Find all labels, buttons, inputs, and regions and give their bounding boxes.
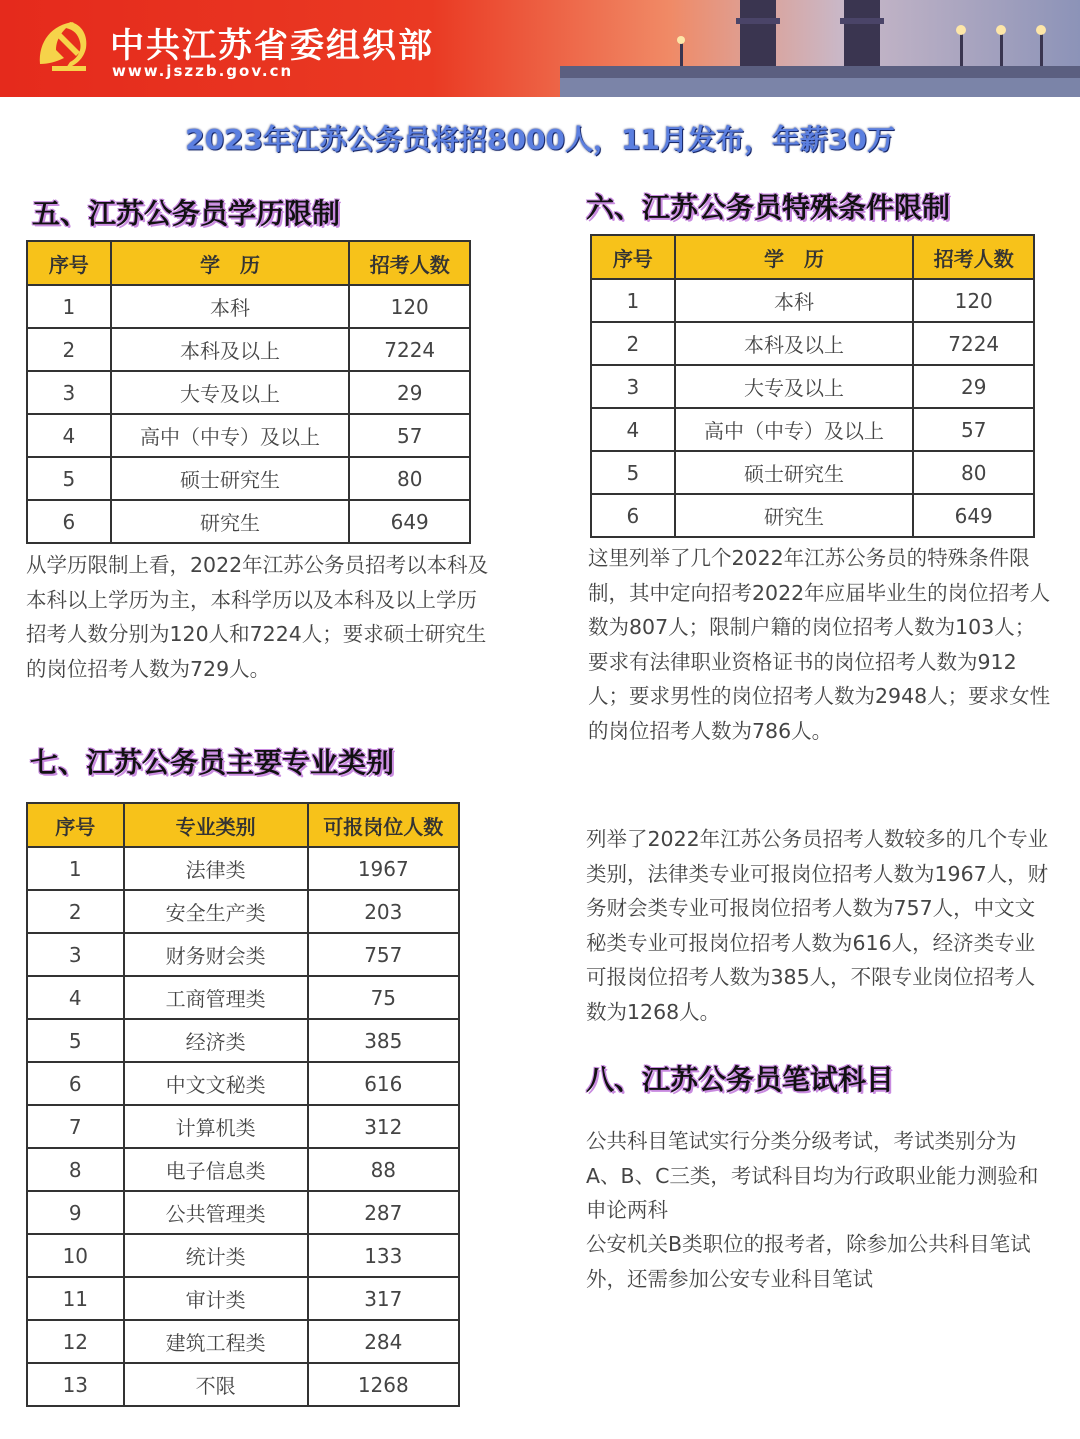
table-row [27, 847, 459, 890]
table-cell: 7224 [349, 328, 470, 371]
table-cell: 硕士研究生 [675, 451, 914, 494]
table-row [27, 500, 470, 543]
special-conditions-table [590, 234, 1035, 538]
section6-paragraph: 这里列举了几个2022年江苏公务员的特殊条件限制，其中定向招考2022年应届毕业生的岗位招考人数为807人；限制户籍的岗位招考人数为103人；要求有法律职业资格证书的岗位招考人数为912人；要求男性的岗位招考人数为2948人；要求女性的岗位招考人数为786人。 [588, 546, 1051, 743]
table-cell: 计算机类 [124, 1105, 308, 1148]
table-cell: 不限 [124, 1363, 308, 1406]
table-cell: 2 [27, 328, 111, 371]
table-cell: 7 [27, 1105, 124, 1148]
table-cell: 385 [308, 1019, 459, 1062]
table-row [27, 285, 470, 328]
table-cell: 88 [308, 1148, 459, 1191]
table-header: 学 历 [111, 241, 350, 285]
table-cell: 1 [591, 279, 675, 322]
table-cell: 3 [591, 365, 675, 408]
section7-title: 七、江苏公务员主要专业类别 [30, 746, 395, 779]
table-cell: 6 [27, 1062, 124, 1105]
table-row [27, 371, 470, 414]
table-cell: 电子信息类 [124, 1148, 308, 1191]
party-emblem-icon [30, 12, 96, 78]
education-table [26, 240, 471, 544]
table-cell: 4 [27, 414, 111, 457]
table-cell: 75 [308, 976, 459, 1019]
table-cell: 大专及以上 [111, 371, 350, 414]
table-cell: 8 [27, 1148, 124, 1191]
table-row [27, 1062, 459, 1105]
table-cell: 大专及以上 [675, 365, 914, 408]
table-cell: 高中（中专）及以上 [111, 414, 350, 457]
table-cell: 法律类 [124, 847, 308, 890]
table-header: 招考人数 [349, 241, 470, 285]
section8-paragraph-2: 公安机关B类职位的报考者，除参加公共科目笔试外，还需参加公安专业科目笔试 [586, 1232, 1031, 1291]
table-row [27, 1019, 459, 1062]
table-row [27, 1105, 459, 1148]
table-cell: 研究生 [675, 494, 914, 537]
table-cell: 本科 [675, 279, 914, 322]
table-cell: 安全生产类 [124, 890, 308, 933]
page-headline: 2023年江苏公务员将招8000人，11月发布，年薪30万 [185, 123, 895, 156]
table-header: 序号 [27, 241, 111, 285]
table-cell: 284 [308, 1320, 459, 1363]
table-cell: 本科及以上 [111, 328, 350, 371]
table-cell: 312 [308, 1105, 459, 1148]
table-cell: 4 [27, 976, 124, 1019]
table-cell: 5 [27, 1019, 124, 1062]
table-cell: 6 [27, 500, 111, 543]
table-cell: 经济类 [124, 1019, 308, 1062]
table-cell: 3 [27, 933, 124, 976]
table-header: 专业类别 [124, 803, 308, 847]
website-url[interactable]: www.jszzb.gov.cn [112, 62, 294, 80]
table-cell: 硕士研究生 [111, 457, 350, 500]
table-row [27, 1277, 459, 1320]
table-cell: 1 [27, 847, 124, 890]
table-cell: 本科及以上 [675, 322, 914, 365]
table-cell: 287 [308, 1191, 459, 1234]
table-cell: 本科 [111, 285, 350, 328]
table-cell: 11 [27, 1277, 124, 1320]
table-row [27, 1363, 459, 1406]
table-header: 可报岗位人数 [308, 803, 459, 847]
section5-paragraph: 从学历限制上看，2022年江苏公务员招考以本科及本科以上学历为主，本科学历以及本科及以上学历招考人数分别为120人和7224人；要求硕士研究生的岗位招考人数为729人。 [26, 553, 489, 681]
table-cell: 29 [913, 365, 1034, 408]
table-header: 招考人数 [913, 235, 1034, 279]
table-row [27, 1148, 459, 1191]
table-row [27, 1320, 459, 1363]
table-row [27, 457, 470, 500]
table-cell: 3 [27, 371, 111, 414]
table-cell: 审计类 [124, 1277, 308, 1320]
table-cell: 4 [591, 408, 675, 451]
table-cell: 5 [591, 451, 675, 494]
table-cell: 649 [913, 494, 1034, 537]
table-cell: 57 [913, 408, 1034, 451]
bridge-scene-image [560, 0, 1080, 97]
table-row [591, 365, 1034, 408]
table-cell: 研究生 [111, 500, 350, 543]
table-cell: 80 [913, 451, 1034, 494]
table-cell: 1967 [308, 847, 459, 890]
table-cell: 2 [591, 322, 675, 365]
table-row [591, 451, 1034, 494]
table-cell: 中文文秘类 [124, 1062, 308, 1105]
header-banner [0, 0, 1080, 97]
section6-title: 六、江苏公务员特殊条件限制 [586, 191, 951, 224]
table-cell: 757 [308, 933, 459, 976]
table-header: 学 历 [675, 235, 914, 279]
table-cell: 120 [349, 285, 470, 328]
table-row [27, 1234, 459, 1277]
table-row [591, 494, 1034, 537]
table-cell: 7224 [913, 322, 1034, 365]
table-row [27, 328, 470, 371]
table-cell: 1 [27, 285, 111, 328]
table-cell: 9 [27, 1191, 124, 1234]
table-row [591, 322, 1034, 365]
table-cell: 317 [308, 1277, 459, 1320]
table-cell: 29 [349, 371, 470, 414]
table-cell: 公共管理类 [124, 1191, 308, 1234]
section7-paragraph: 列举了2022年江苏公务员招考人数较多的几个专业类别，法律类专业可报岗位招考人数为1967人，财务财会类专业可报岗位招考人数为757人，中文文秘类专业可报岗位招考人数为616人，经济类专业可报岗位招考人数为385人，不限专业岗位招考人数为1268人。 [586, 827, 1049, 1024]
table-cell: 1268 [308, 1363, 459, 1406]
table-cell: 5 [27, 457, 111, 500]
table-cell: 6 [591, 494, 675, 537]
table-cell: 13 [27, 1363, 124, 1406]
table-header: 序号 [591, 235, 675, 279]
table-header: 序号 [27, 803, 124, 847]
table-cell: 财务财会类 [124, 933, 308, 976]
table-cell: 649 [349, 500, 470, 543]
table-cell: 10 [27, 1234, 124, 1277]
table-row [591, 279, 1034, 322]
table-row [27, 933, 459, 976]
table-cell: 57 [349, 414, 470, 457]
table-cell: 工商管理类 [124, 976, 308, 1019]
table-row [27, 414, 470, 457]
table-row [591, 408, 1034, 451]
section5-title: 五、江苏公务员学历限制 [32, 197, 341, 230]
table-cell: 2 [27, 890, 124, 933]
table-cell: 建筑工程类 [124, 1320, 308, 1363]
table-row [27, 1191, 459, 1234]
table-cell: 120 [913, 279, 1034, 322]
section8-title: 八、江苏公务员笔试科目 [586, 1063, 895, 1096]
table-cell: 12 [27, 1320, 124, 1363]
table-cell: 133 [308, 1234, 459, 1277]
section8-paragraph-1: 公共科目笔试实行分类分级考试，考试类别分为A、B、C三类，考试科目均为行政职业能力测验和申论两科 [586, 1129, 1039, 1222]
table-cell: 80 [349, 457, 470, 500]
table-cell: 616 [308, 1062, 459, 1105]
org-name: 中共江苏省委组织部 [110, 26, 434, 66]
table-cell: 统计类 [124, 1234, 308, 1277]
table-cell: 高中（中专）及以上 [675, 408, 914, 451]
major-category-table [26, 802, 460, 1407]
table-row [27, 976, 459, 1019]
table-row [27, 890, 459, 933]
table-cell: 203 [308, 890, 459, 933]
